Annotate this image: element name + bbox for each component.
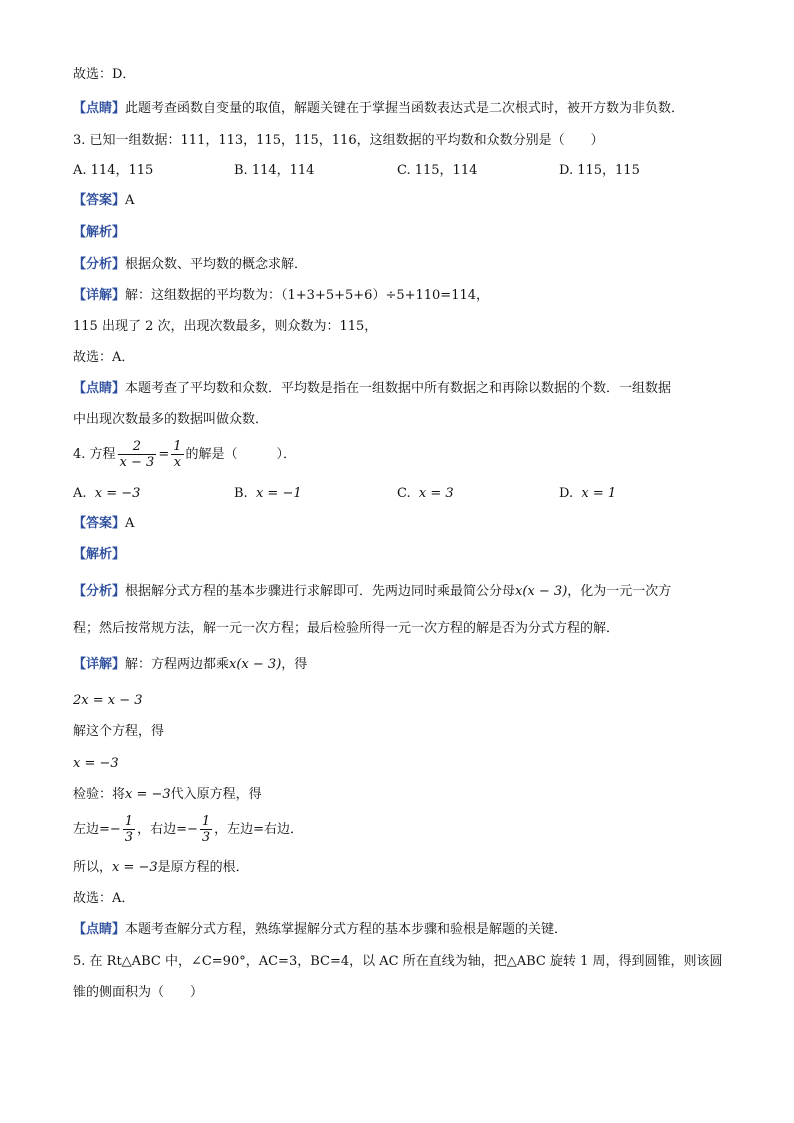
q3-choose-line: 故选：A．: [73, 350, 135, 365]
q4-check-line: 检验：将x = −3代入原方程，得: [73, 787, 262, 802]
comment-tag: 【点睛】: [73, 922, 126, 937]
q4-option-a: A. x = −3: [73, 486, 141, 501]
q4-fenxi-line-1: 【分析】根据解分式方程的基本步骤进行求解即可．先两边同时乘最简公分母x(x − 3)，化为一元一次方: [73, 584, 672, 599]
q4-equation-2: x = −3: [73, 756, 119, 771]
q4-fenxi-line-2: 程；然后按常规方法，解一元一次方程；最后检验所得一元一次方程的解是否为分式方程的解．: [73, 621, 620, 636]
q4-so-line: 所以，x = −3是原方程的根．: [73, 860, 249, 875]
q4-choose-line: 故选：A．: [73, 891, 135, 906]
q4-analysis-line: [73, 546, 125, 564]
q5-stem-line-1: 5. 在 Rt△ABC 中，∠C=90°，AC=3，BC=4，以 AC 所在直线为轴，把△ABC 旋转 1 周，得到圆锥，则该圆: [73, 954, 723, 969]
q4-fraction-left: $\frac{2}{x - 3}$: [119, 439, 155, 470]
answer-tag: 【答案】: [73, 516, 126, 531]
q3-comment-line-2: 中出现次数最多的数据叫做众数．: [73, 412, 269, 427]
q3-comment-line-1: 【点睛】本题考查了平均数和众数．平均数是指在一组数据中所有数据之和再除以数据的个数．一组数据: [73, 381, 672, 396]
q4-detail-line-1: 【详解】解：方程两边都乘x(x − 3)，得: [73, 657, 308, 672]
answer-tag: 【答案】: [73, 193, 126, 208]
fenxi-tag: 【分析】: [73, 584, 126, 599]
analysis-tag: 【解析】: [73, 547, 126, 562]
q3-detail-line-2: 115 出现了 2 次，出现次数最多，则众数为：115，: [73, 319, 378, 334]
q3-analysis-line: [73, 224, 125, 242]
q3-fenxi-line: 【分析】根据众数、平均数的概念求解．: [73, 257, 308, 272]
comment-tag: 【点睛】: [73, 101, 126, 116]
q3-detail-line-1: 【详解】解：这组数据的平均数为：（1+3+5+5+6）÷5+110=114，: [73, 288, 490, 303]
choose-d-line: 故选：D．: [73, 67, 136, 82]
q4-solve-line: 解这个方程，得: [73, 724, 165, 739]
right-fraction: $\frac{1}{3}$: [201, 814, 211, 845]
q3-answer-line: 【答案】A: [73, 193, 135, 208]
q4-option-c: C. x = 3: [397, 486, 454, 501]
q3-option-d: D. 115，115: [559, 163, 640, 178]
q4-fraction-right: $\frac{1}{x}$: [173, 439, 182, 470]
left-fraction: $\frac{1}{3}$: [124, 814, 134, 845]
q3-option-b: B. 114，114: [234, 163, 315, 178]
q5-stem-line-2: 锥的侧面积为（ ）: [73, 985, 204, 1000]
q4-answer-line: 【答案】A: [73, 516, 135, 531]
analysis-tag: 【解析】: [73, 225, 126, 240]
detail-tag: 【详解】: [73, 288, 126, 303]
q3-option-a: A. 114，115: [73, 163, 154, 178]
q4-option-b: B. x = −1: [234, 486, 302, 501]
q3-option-c: C. 115，114: [397, 163, 478, 178]
fenxi-tag: 【分析】: [73, 257, 126, 272]
q3-stem: 3. 已知一组数据：111，113，115，115，116，这组数据的平均数和众数分别是（ ）: [73, 133, 604, 148]
q4-stem: 4. 方程 $\frac{2}{x - 3}$ = $\frac{1}{x}$ 的解是（ ）．: [73, 439, 297, 470]
q4-comment-line: 【点睛】本题考查解分式方程，熟练掌握解分式方程的基本步骤和验根是解题的关键．: [73, 922, 568, 937]
comment-tag: 【点睛】: [73, 381, 126, 396]
detail-tag: 【详解】: [73, 657, 126, 672]
q4-equation-1: 2x = x − 3: [73, 693, 143, 708]
comment-line: 【点睛】此题考查函数自变量的取值，解题关键在于掌握当函数表达式是二次根式时，被开方数为非负数．: [73, 101, 685, 116]
q4-left-right-line: 左边=− $\frac{1}{3}$ ，右边=− $\frac{1}{3}$ ，左边=右边．: [73, 814, 304, 845]
q4-option-d: D. x = 1: [559, 486, 617, 501]
